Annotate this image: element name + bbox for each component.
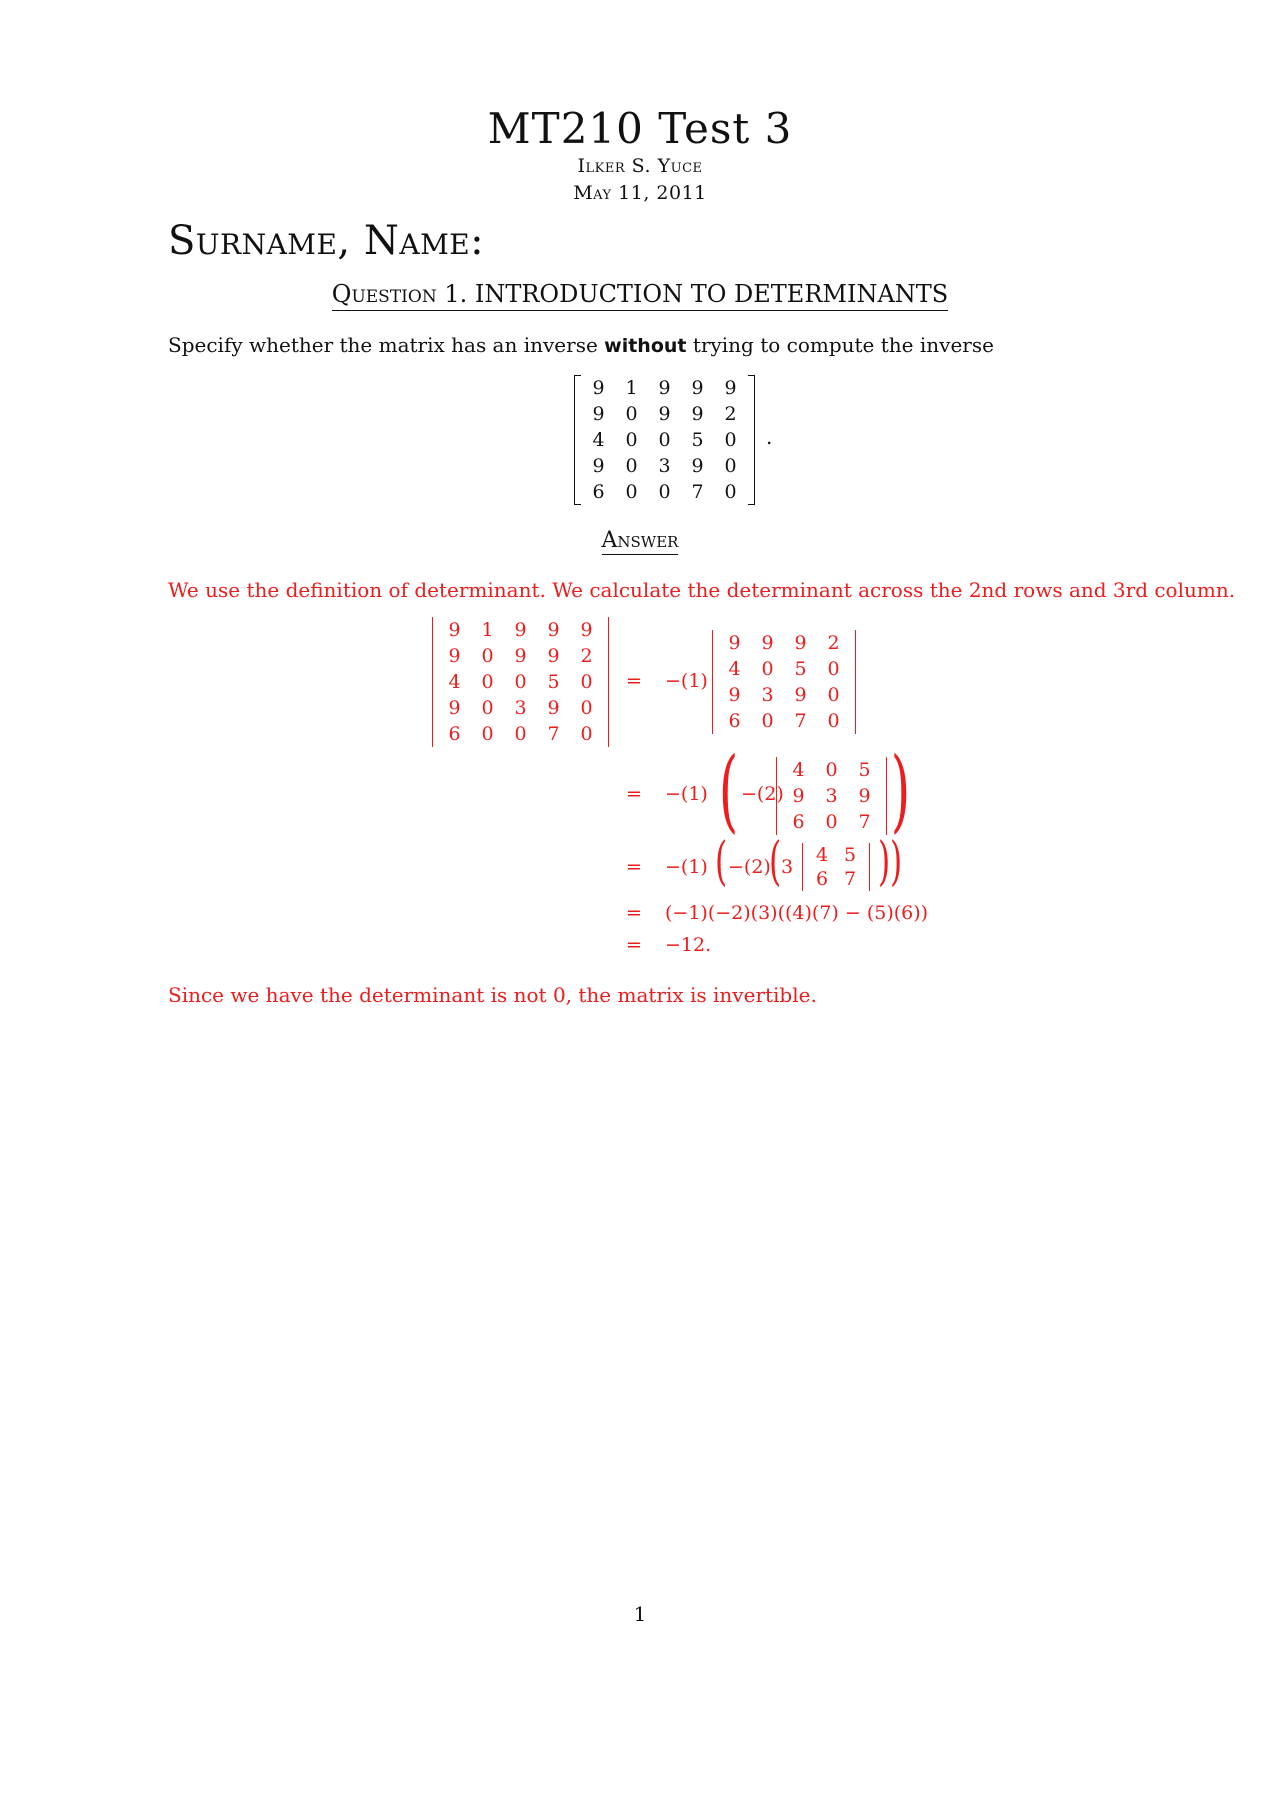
left-paren-2: ( (718, 738, 739, 843)
matrix-cell: 4 (448, 671, 461, 693)
matrix-cell: 0 (825, 811, 838, 833)
matrix-cell: 9 (547, 619, 560, 641)
matrix-cell: 0 (580, 723, 593, 745)
matrix-cell: 9 (514, 645, 527, 667)
matrix-cell: 4 (592, 429, 605, 451)
matrix-cell: 5 (794, 658, 807, 680)
matrix-cell: 9 (691, 455, 704, 477)
question-prompt (168, 333, 994, 357)
matrix-cell: 6 (592, 481, 605, 503)
matrix-cell: 6 (815, 868, 829, 890)
left-paren-3a: ( (715, 832, 728, 892)
matrix-cell: 9 (547, 697, 560, 719)
matrix-cell: 9 (728, 684, 741, 706)
matrix-cell: 2 (724, 403, 737, 425)
coef-neg1-c: −(1) (665, 856, 708, 878)
matrix-cell: 3 (658, 455, 671, 477)
matrix-cell: 7 (794, 710, 807, 732)
matrix-cell: 5 (547, 671, 560, 693)
answer-intro: We use the definition of determinant. We calculate the determinant across the 2nd rows and 3rd column. (168, 578, 1236, 602)
matrix-cell: 0 (658, 481, 671, 503)
matrix-period: . (766, 425, 773, 449)
matrix-cell: 3 (514, 697, 527, 719)
question-title: INTRODUCTION TO DETERMINANTS (474, 280, 949, 308)
matrix-cell: 6 (792, 811, 805, 833)
eq-sign-5: = (626, 934, 642, 956)
matrix-cell: 4 (792, 759, 805, 781)
matrix-cell: 0 (580, 697, 593, 719)
matrix-cell: 9 (448, 619, 461, 641)
eq-sign-4: = (626, 902, 642, 924)
matrix-cell: 9 (728, 632, 741, 654)
right-paren-3b: ) (890, 832, 903, 892)
matrix-cell: 0 (724, 455, 737, 477)
eq-sign-2: = (626, 783, 642, 805)
conclusion: Since we have the determinant is not 0, the matrix is invertible. (168, 983, 817, 1007)
matrix-cell: 9 (547, 645, 560, 667)
matrix-cell: 0 (825, 759, 838, 781)
surname-name-label: Surname, Name: (168, 218, 485, 264)
matrix-cell: 0 (514, 671, 527, 693)
matrix-cell: 9 (792, 785, 805, 807)
matrix-cell: 9 (448, 645, 461, 667)
matrix-cell: 9 (592, 403, 605, 425)
matrix-cell: 7 (858, 811, 871, 833)
matrix-cell: 0 (827, 684, 840, 706)
matrix-cell: 4 (815, 844, 829, 866)
matrix-cell: 5 (691, 429, 704, 451)
matrix-cell: 7 (843, 868, 857, 890)
prompt-before: Specify whether the matrix has an inverse (168, 333, 598, 357)
matrix-cell: 7 (691, 481, 704, 503)
eq-sign-1: = (626, 670, 642, 692)
matrix-cell: 3 (825, 785, 838, 807)
expanded-product: (−1)(−2)(3)((4)(7) − (5)(6)) (665, 902, 929, 924)
matrix-cell: 0 (481, 645, 494, 667)
prompt-after: trying to compute the inverse (692, 333, 994, 357)
matrix-cell: 0 (658, 429, 671, 451)
matrix-cell: 9 (691, 377, 704, 399)
doc-author: Ilker S. Yuce (577, 155, 703, 177)
matrix-cell: 0 (514, 723, 527, 745)
matrix-cell: 3 (761, 684, 774, 706)
matrix-cell: 2 (827, 632, 840, 654)
matrix-cell: 5 (858, 759, 871, 781)
matrix-cell: 0 (761, 658, 774, 680)
coef-3: 3 (781, 856, 794, 878)
matrix-cell: 0 (625, 455, 638, 477)
matrix-cell: 9 (580, 619, 593, 641)
eq-sign-3: = (626, 856, 642, 878)
matrix-cell: 0 (625, 481, 638, 503)
question-heading (0, 280, 1280, 311)
matrix-cell: 0 (580, 671, 593, 693)
matrix-cell: 0 (761, 710, 774, 732)
doc-date: May 11, 2011 (573, 182, 707, 204)
matrix-cell: 0 (481, 697, 494, 719)
matrix-cell: 9 (691, 403, 704, 425)
det-4x4 (718, 630, 850, 734)
matrix-cell: 0 (724, 481, 737, 503)
matrix-cell: 2 (580, 645, 593, 667)
matrix-cell: 9 (794, 684, 807, 706)
matrix-cell: 5 (843, 844, 857, 866)
matrix-cell: 0 (481, 671, 494, 693)
matrix-cell: 9 (858, 785, 871, 807)
matrix-cell: 9 (514, 619, 527, 641)
matrix-cell: 0 (481, 723, 494, 745)
answer-heading: Answer (601, 528, 679, 553)
left-paren-3b: ( (769, 832, 782, 892)
right-paren-3a: ) (878, 832, 891, 892)
prompt-bold: without (604, 335, 687, 357)
question-matrix (582, 375, 747, 505)
matrix-cell: 0 (827, 710, 840, 732)
matrix-cell: 9 (658, 403, 671, 425)
matrix-cell: 9 (592, 377, 605, 399)
coef-neg2-a: −(2) (741, 783, 784, 805)
doc-title: MT210 Test 3 (487, 104, 793, 153)
matrix-cell: 9 (592, 455, 605, 477)
matrix-cell: 9 (724, 377, 737, 399)
det-5x5 (438, 617, 603, 747)
right-paren-2: ) (890, 738, 911, 843)
matrix-cell: 9 (761, 632, 774, 654)
det-2x2 (808, 843, 864, 891)
matrix-cell: 0 (827, 658, 840, 680)
coef-neg1-a: −(1) (665, 670, 708, 692)
matrix-cell: 9 (658, 377, 671, 399)
matrix-cell: 6 (728, 710, 741, 732)
matrix-cell: 9 (448, 697, 461, 719)
matrix-cell: 1 (481, 619, 494, 641)
matrix-cell: 0 (625, 429, 638, 451)
coef-neg2-b: −(2) (728, 856, 771, 878)
matrix-cell: 0 (724, 429, 737, 451)
question-label: Question 1. (331, 280, 468, 308)
det-3x3 (782, 757, 881, 835)
matrix-cell: 1 (625, 377, 638, 399)
matrix-cell: 4 (728, 658, 741, 680)
matrix-cell: 7 (547, 723, 560, 745)
matrix-cell: 9 (794, 632, 807, 654)
page-number: 1 (633, 1602, 647, 1626)
final-result: −12. (665, 934, 712, 956)
matrix-cell: 0 (625, 403, 638, 425)
matrix-cell: 6 (448, 723, 461, 745)
coef-neg1-b: −(1) (665, 783, 708, 805)
